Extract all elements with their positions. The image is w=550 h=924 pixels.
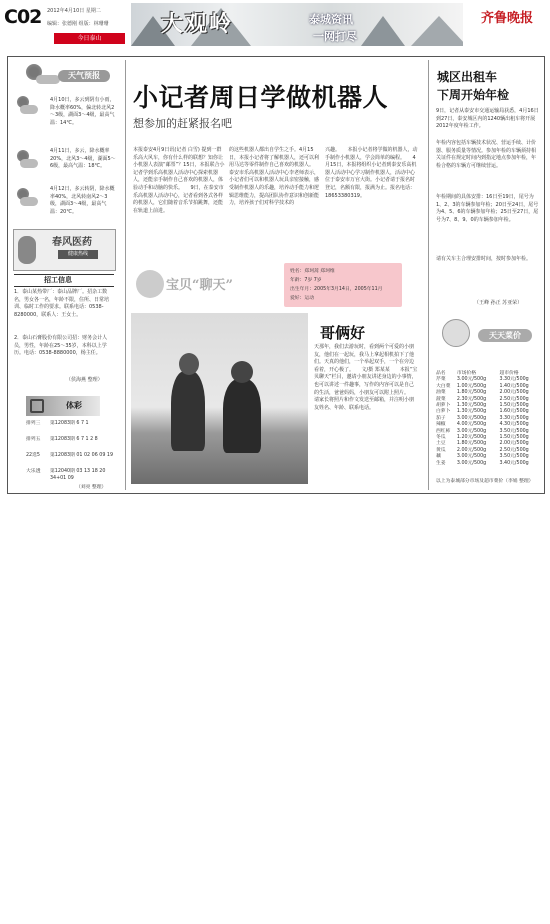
child-hobby: 爱好：运动 bbox=[290, 296, 314, 301]
lottery-credit: （刘亮 整理） bbox=[76, 485, 107, 490]
supermarket-price: 1.40元/500g bbox=[499, 383, 529, 389]
market-price: 1.80元/500g bbox=[456, 441, 487, 447]
lottery-label-4: 大乐透 bbox=[26, 469, 41, 474]
supermarket-price: 2.00元/500g bbox=[499, 390, 529, 396]
supermarket-price: 1.50元/500g bbox=[499, 403, 529, 409]
pharmacy-ad-subtitle: 健康热线 bbox=[58, 250, 98, 259]
vegetable-name: 辣椒 bbox=[436, 422, 446, 428]
taxi-paragraph-3: 年检期间的具体安排：16日至19日，尾号为1、2、3的车辆参加年检；20日至24日，尾号为4、5、6的车辆参加年检；25日至27日，尾号为7、8、9、0的车辆参加年检。 bbox=[436, 194, 539, 223]
child-right-figure bbox=[223, 379, 261, 453]
page-number: C02 bbox=[4, 6, 42, 28]
story-title: 哥俩好 bbox=[320, 324, 366, 342]
newspaper-logo: 齐鲁晚报 bbox=[481, 11, 534, 26]
vegetable-name: 芹菜 bbox=[436, 377, 446, 383]
children-photo bbox=[131, 313, 308, 484]
supermarket-price: 3.30元/500g bbox=[499, 377, 529, 383]
market-price: 3.00元/500g bbox=[456, 377, 487, 383]
banner-subtitle-2: 一网打尽 bbox=[313, 30, 357, 43]
lottery-logo-icon bbox=[30, 399, 44, 413]
story-text: 天那年，我们去游玩时，看到两个可爱的小朋友，他们在一起玩，我马上拿起相机拍下了他们。天真的他们，一个举起双手，一个在旁边看着，开心极了。 文/摄 郑某某 本报“宝贝聊天”栏目，邀请小朋友讲述身边的小事情，也可以讲述一件趣事，写作的内容可以是自己的生活，爸爸妈妈，小朋友可以附上照片。 请家长将照片和作文发送至邮箱，并注明小朋友姓名、年龄、联系电话。 bbox=[314, 344, 418, 411]
weather-header bbox=[20, 62, 118, 88]
market-price: 3.00元/500g bbox=[456, 415, 487, 421]
article-column-2: 的这些机器人都出自学生之手。4月15日，本报小记者将了解机器人，还可以利用马达等零件制作自己喜欢的机器人。 泰安市乐高机器人活动中心李老师表示，小记者们可以和机器人玩具亲密接触，感受制作机器人的乐趣，培养动手能力和逻辑思维能力，提高团队协作意识和创新能力，培养孩子们对科学技术的 bbox=[229, 147, 322, 207]
section-tab[interactable]: 今日泰山 bbox=[54, 33, 125, 44]
supermarket-price: 3.30元/500g bbox=[499, 415, 529, 421]
child-right-head bbox=[231, 361, 253, 383]
column-header: 市场价格 bbox=[456, 371, 477, 376]
vegetable-name: 茄子 bbox=[436, 415, 446, 421]
market-price: 1.20元/500g bbox=[456, 435, 487, 441]
pharmacy-ad[interactable] bbox=[13, 229, 116, 271]
vegetable-name: 菠菜 bbox=[436, 396, 446, 402]
market-price-header bbox=[442, 315, 538, 355]
market-price: 2.00元/500g bbox=[456, 447, 487, 453]
taxi-paragraph-2: 年检内容包括车辆技术状况、营运手续、计价器、服务质量等情况。参加年检的车辆须持相关证件在规定时间内到指定地点参加年检，年检合格的车辆方可继续营运。 bbox=[436, 140, 537, 169]
recruit-credit: （侯海燕 整理） bbox=[66, 377, 103, 383]
editors-line: 编辑：张德刚 组版：林珊珊 bbox=[47, 21, 109, 27]
market-price: 3.00元/500g bbox=[456, 428, 487, 434]
market-price-title: 天天菜价 bbox=[478, 329, 532, 342]
doctor-figure-icon bbox=[18, 236, 36, 264]
taxi-headline-2: 下周开始年检 bbox=[437, 88, 510, 102]
column-banner-title: 宝贝“聊天” bbox=[166, 278, 233, 293]
vegetable-name: 藕 bbox=[436, 454, 441, 460]
market-price: 4.00元/500g bbox=[456, 422, 487, 428]
column-divider-right bbox=[428, 60, 429, 490]
vegetable-basket-icon bbox=[442, 319, 470, 347]
recruit-title: 招工信息 bbox=[44, 276, 72, 284]
date-line: 2012年4月10日 星期二 bbox=[47, 8, 101, 14]
supermarket-price: 2.50元/500g bbox=[499, 447, 529, 453]
article-column-3: 兴趣。 本报小记者将学做的机器人，动手制作小机器人，学会简单的编程。 4月15日，本报将组织小记者到泰安乐高机器人活动中心学习制作机器人，活动中心位于泰安市万官大街。小记者请于报名时登记，名额有限，报满为止。报名电话：18653380319。 bbox=[325, 147, 418, 199]
child-left-head bbox=[179, 353, 199, 375]
recruit-item-2: 2．泰山石膏股份有限公司招：财务会计人员，男性，年龄在25～35岁，本科以上学历。电话：0538-8880000，杨主任。 bbox=[14, 335, 108, 357]
lottery-value-1: 第12083期 6 7 1 bbox=[50, 421, 89, 426]
main-subhead: 想参加的赶紧报名吧 bbox=[133, 117, 232, 130]
lottery-label-2: 排列五 bbox=[26, 437, 41, 442]
page-header bbox=[0, 0, 550, 49]
lottery-value-4: 第12040期 03 13 18 20 34+01 09 bbox=[50, 469, 106, 482]
article-column-1: 本报泰安4月9日讯(记者 白雪) 提到一群乐高大风车，你有什么样的联想？知你让小机器人表演“邮票”？15日，本报联合小记者学到乐高机器人活动中心探索机器人，还能亲手制作自己喜欢的机器人，体验动手和动脑的快乐。 9日，在泰安市乐高机器人活动中心，记者看到各式各样的机器人，它们随着音乐节拍跳舞，还能在轨道上前进。 bbox=[133, 147, 225, 214]
cloud-icon bbox=[20, 159, 38, 168]
column-header: 品名 bbox=[436, 371, 446, 376]
taxi-credit: （王峰 孙正 苏亚荣） bbox=[474, 300, 523, 306]
vegetable-name: 油菜 bbox=[436, 390, 446, 396]
market-credit: 以上为泰城部分市场及超市菜价（李娟 整理） bbox=[436, 479, 534, 484]
banner-title: 大观岭 bbox=[161, 11, 234, 37]
lottery-value-2: 第12083期 6 7 1 2 8 bbox=[50, 437, 98, 442]
vegetable-name: 生姜 bbox=[436, 460, 446, 466]
taxi-paragraph-1: 9日，记者从泰安市交通运输局获悉，4月16日到27日，泰安城区内的1240辆出租车将开展2012年度年检工作。 bbox=[436, 108, 539, 130]
table-row bbox=[436, 461, 542, 467]
taxi-headline-1: 城区出租车 bbox=[437, 70, 498, 84]
child-left-figure bbox=[171, 371, 205, 451]
market-price: 3.00元/500g bbox=[456, 454, 487, 460]
weather-icon-day1 bbox=[14, 96, 40, 118]
vegetable-name: 胡萝卜 bbox=[436, 403, 451, 409]
market-price: 1.80元/500g bbox=[456, 390, 487, 396]
market-price: 1.30元/500g bbox=[456, 403, 487, 409]
market-price: 2.30元/500g bbox=[456, 396, 487, 402]
child-name: 姓名：郑珂蒿 郑珂维 bbox=[290, 269, 335, 274]
weather-icon-day3 bbox=[14, 188, 40, 210]
taxi-paragraph-4: 请有关车主合理安排时间，按时参加年检。 bbox=[436, 256, 532, 262]
baby-chat-banner bbox=[132, 262, 280, 304]
child-info-box bbox=[284, 263, 402, 307]
vegetable-name: 西红柿 bbox=[436, 428, 451, 434]
sports-lottery-title: 体彩 bbox=[66, 401, 82, 410]
weather-title: 天气预报 bbox=[58, 70, 110, 82]
supermarket-price: 3.50元/500g bbox=[499, 454, 529, 460]
supermarket-price: 2.50元/500g bbox=[499, 396, 529, 402]
market-price-table bbox=[436, 371, 542, 467]
weather-day-1: 4月10日，多云到阴有小雨，降水概率60%，偏北转北风2～3级，湖面3～4级，最高气温：14℃。 bbox=[50, 97, 115, 126]
sports-lottery-header bbox=[26, 396, 100, 416]
supermarket-price: 2.00元/500g bbox=[499, 441, 529, 447]
cartoon-baby-icon bbox=[136, 270, 164, 298]
weather-icon-day2 bbox=[14, 150, 40, 172]
supermarket-price: 1.60元/500g bbox=[499, 409, 529, 415]
supermarket-price: 4.30元/500g bbox=[499, 422, 529, 428]
market-price: 1.30元/500g bbox=[456, 409, 487, 415]
cloud-icon bbox=[20, 105, 38, 114]
vegetable-name: 白萝卜 bbox=[436, 409, 451, 415]
vegetable-name: 冬瓜 bbox=[436, 435, 446, 441]
lottery-label-1: 排列三 bbox=[26, 421, 41, 426]
vegetable-name: 大白菜 bbox=[436, 383, 451, 389]
header-banner bbox=[131, 3, 463, 46]
vegetable-name: 黄瓜 bbox=[436, 447, 446, 453]
lottery-label-3: 22选5 bbox=[26, 453, 40, 458]
cloud-icon bbox=[20, 197, 38, 206]
recruit-header bbox=[14, 274, 114, 287]
market-price: 1.00元/500g bbox=[456, 383, 487, 389]
pharmacy-ad-title: 春风医药 bbox=[52, 237, 92, 248]
market-price: 3.00元/500g bbox=[456, 460, 487, 466]
child-birth: 出生年月：2005年3月14日，2005年11月 bbox=[290, 287, 383, 292]
supermarket-price: 3.40元/500g bbox=[499, 460, 529, 466]
column-divider-left bbox=[125, 60, 126, 490]
supermarket-price: 3.50元/500g bbox=[499, 428, 529, 434]
cloud-icon bbox=[36, 75, 60, 84]
weather-day-3: 4月12日，多云转阴，降水概率40%，北风转南风2～3级，湖面3～4级，最高气温：20℃。 bbox=[50, 186, 115, 215]
lottery-value-3: 第12083期 01 02 06 09 19 bbox=[50, 453, 113, 458]
child-age: 年龄：7岁 7岁 bbox=[290, 278, 322, 283]
main-headline: 小记者周日学做机器人 bbox=[133, 83, 389, 112]
banner-subtitle-1: 泰城资讯 bbox=[309, 13, 353, 26]
column-header: 超市价格 bbox=[499, 371, 519, 376]
supermarket-price: 1.50元/500g bbox=[499, 435, 529, 441]
recruit-item-1: 1．泰山某热带厂：泰山品牌厂。招杂工数名，男女各一名，年龄不限，住所、日常培训、临时工作的要求。联系电话：0538-8280000，联系人：王女士。 bbox=[14, 289, 110, 318]
vegetable-name: 土豆 bbox=[436, 441, 446, 447]
weather-day-2: 4月11日，多云，降水概率20%，北风3～4级，湖面5～6级，最高气温：18℃。 bbox=[50, 148, 116, 170]
